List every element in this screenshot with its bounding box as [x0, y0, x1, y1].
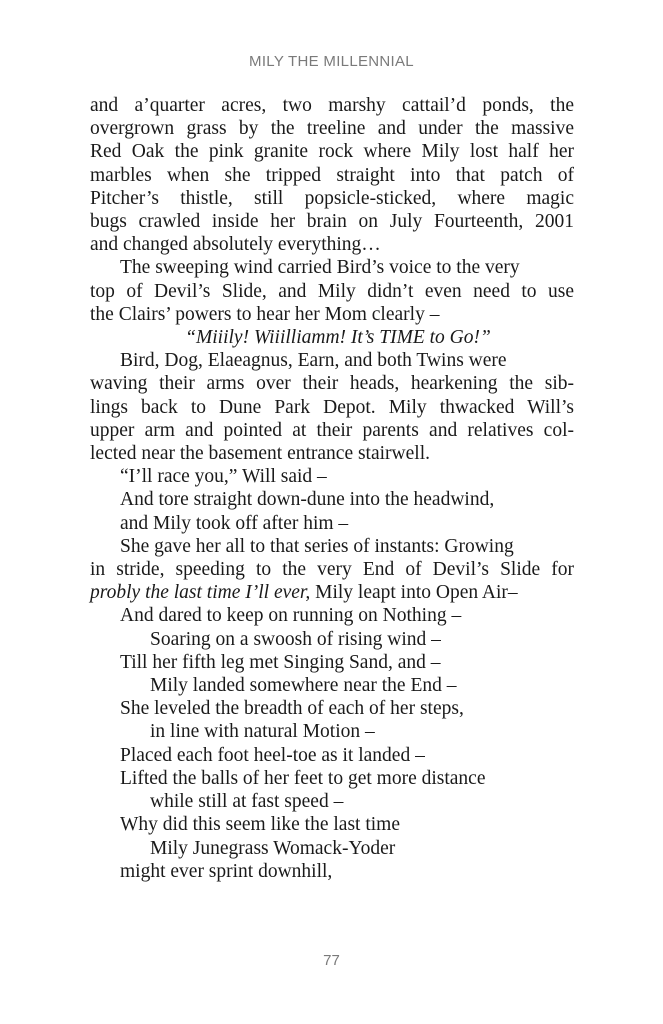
text-line: upper arm and pointed at their parents and relatives col-: [90, 419, 574, 441]
text-line: She leveled the breadth of each of her steps,: [120, 698, 464, 720]
text-line: lected near the basement entrance stairwell.: [90, 443, 430, 465]
centered-quote: “Miiily! Wiiilliamm! It’s TIME to Go!”: [185, 327, 491, 349]
text-line: Bird, Dog, Elaeagnus, Earn, and both Twins were: [120, 350, 507, 372]
text-line: Red Oak the pink granite rock where Mily lost half her: [90, 141, 574, 163]
text-line: Till her fifth leg met Singing Sand, and –: [120, 651, 441, 673]
text-line: Lifted the balls of her feet to get more distance: [120, 767, 486, 789]
text-line: in stride, speeding to the very End of Devil’s Slide for: [90, 559, 574, 581]
text-line: and Mily took off after him –: [120, 512, 349, 534]
text-line: Mily Junegrass Womack-Yoder: [150, 837, 396, 859]
text-line: might ever sprint downhill,: [120, 860, 333, 882]
text-line: top of Devil’s Slide, and Mily didn’t even need to use: [90, 280, 574, 302]
text-line-tail: Mily leapt into Open Air–: [310, 582, 518, 604]
text-line: and a’quarter acres, two marshy cattail’d ponds, the: [90, 95, 574, 116]
text-line: And tore straight down-dune into the headwind,: [120, 489, 495, 511]
text-line: [90, 581, 574, 604]
text-line: waving their arms over their heads, hearkening the sib-: [90, 373, 574, 395]
text-line: Soaring on a swoosh of rising wind –: [150, 628, 441, 650]
text-line: Why did this seem like the last time: [120, 814, 400, 836]
text-line: She gave her all to that series of instants: Growing: [120, 535, 514, 557]
page-number: 77: [323, 952, 340, 969]
text-line: while still at fast speed –: [150, 791, 344, 813]
text-line: the Clairs’ powers to hear her Mom clearly –: [90, 303, 440, 325]
text-line: Mily landed somewhere near the End –: [150, 675, 457, 697]
running-head: MILY THE MILLENNIAL: [249, 53, 414, 70]
text-line: The sweeping wind carried Bird’s voice to the very: [120, 257, 520, 279]
text-line: Pitcher’s thistle, still popsicle-sticked, where magic: [90, 187, 574, 209]
text-line: Placed each foot heel-toe as it landed –: [120, 744, 425, 766]
text-line: marbles when she tripped straight into that patch of: [90, 164, 574, 186]
text-line: bugs crawled inside her brain on July Fourteenth, 2001: [90, 211, 574, 233]
text-line: And dared to keep on running on Nothing –: [120, 605, 462, 627]
italic-phrase: probly the last time I’ll ever,: [90, 582, 311, 604]
page-body: [90, 94, 574, 883]
text-line: in line with natural Motion –: [150, 721, 375, 743]
text-line: and changed absolutely everything…: [90, 234, 381, 256]
text-line: lings back to Dune Park Depot. Mily thwacked Will’s: [90, 396, 574, 418]
text-line: “I’ll race you,” Will said –: [120, 466, 327, 488]
text-line: overgrown grass by the treeline and under the massive: [90, 118, 574, 140]
